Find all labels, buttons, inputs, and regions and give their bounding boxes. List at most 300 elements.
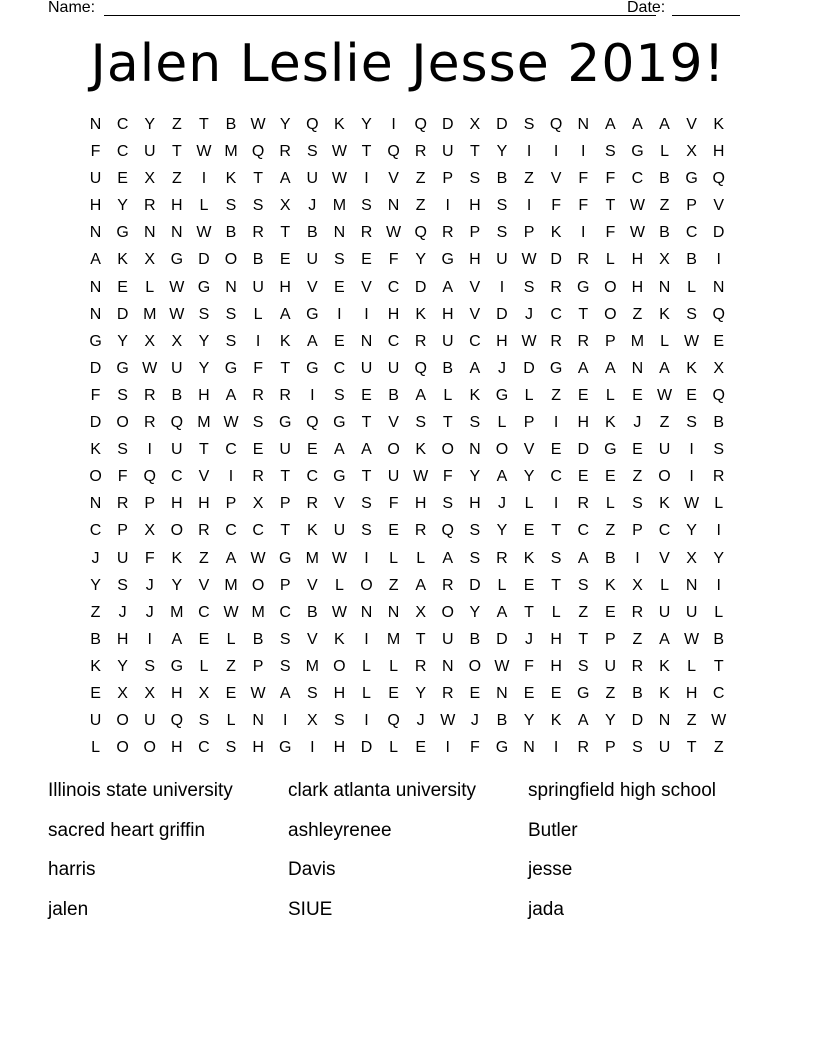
word-list-item: springfield high school — [528, 780, 717, 801]
grid-letter: D — [550, 251, 562, 269]
grid-letter: S — [225, 305, 237, 323]
grid-letter: P — [469, 224, 481, 242]
grid-letter: L — [524, 495, 534, 513]
grid-letter: V — [469, 278, 481, 296]
grid-letter: V — [550, 170, 562, 188]
grid-letter: H — [712, 143, 725, 161]
grid-letter: L — [362, 684, 371, 702]
puzzle-title: Jalen Leslie Jesse 2019! — [90, 34, 726, 94]
grid-letter: W — [521, 332, 537, 350]
grid-letter: C — [577, 522, 590, 540]
grid-letter: U — [171, 441, 183, 459]
grid-letter: W — [196, 143, 212, 161]
grid-letter: Q — [387, 143, 400, 161]
grid-letter: U — [658, 603, 671, 621]
grid-letter: H — [685, 684, 698, 702]
grid-letter: H — [171, 739, 183, 757]
grid-letter: I — [689, 441, 694, 459]
grid-letter: N — [360, 603, 373, 621]
grid-letter: P — [604, 630, 616, 648]
grid-letter: X — [144, 170, 156, 188]
grid-letter: H — [198, 386, 210, 404]
grid-letter: T — [415, 630, 426, 648]
grid-letter: C — [550, 305, 562, 323]
grid-letter: O — [441, 603, 454, 621]
grid-letter: A — [442, 549, 454, 567]
grid-letter: C — [333, 359, 346, 377]
grid-letter: I — [445, 739, 450, 757]
grid-letter: T — [686, 739, 697, 757]
grid-letter: L — [687, 278, 697, 296]
grid-letter: Q — [712, 170, 725, 188]
grid-letter: S — [252, 197, 264, 215]
grid-letter: U — [89, 712, 102, 730]
grid-letter: Z — [226, 657, 236, 675]
grid-letter: G — [116, 224, 129, 242]
grid-letter: L — [389, 549, 399, 567]
grid-letter: H — [89, 197, 102, 215]
word-list-item: Davis — [288, 859, 336, 881]
grid-letter: H — [577, 414, 590, 432]
grid-letter: E — [225, 684, 237, 702]
grid-letter: Z — [659, 197, 670, 215]
grid-letter: W — [413, 468, 429, 486]
grid-letter: C — [171, 468, 183, 486]
grid-letter: J — [497, 359, 506, 377]
grid-letter: S — [469, 414, 481, 432]
grid-letter: C — [469, 332, 481, 350]
grid-letter: U — [387, 359, 400, 377]
grid-letter: S — [577, 576, 589, 594]
grid-letter: W — [223, 603, 239, 621]
grid-letter: Q — [414, 224, 427, 242]
grid-letter: K — [659, 305, 670, 323]
grid-letter: K — [523, 549, 535, 567]
grid-letter: S — [361, 197, 372, 215]
grid-letter: S — [577, 657, 589, 675]
grid-letter: N — [143, 224, 156, 242]
grid-letter: A — [334, 441, 345, 459]
grid-letter: S — [306, 143, 318, 161]
grid-letter: A — [604, 359, 616, 377]
grid-letter: Y — [469, 468, 481, 486]
grid-letter: S — [523, 116, 535, 133]
grid-letter: S — [117, 576, 128, 594]
grid-letter: O — [604, 278, 617, 296]
grid-letter: Z — [632, 630, 643, 648]
grid-letter: S — [306, 684, 318, 702]
grid-letter: R — [279, 143, 291, 161]
grid-letter: Z — [632, 305, 643, 323]
grid-letter: L — [551, 603, 561, 621]
grid-letter: W — [331, 143, 347, 161]
grid-letter: A — [306, 332, 318, 350]
grid-letter: F — [605, 170, 616, 188]
grid-letter: W — [684, 630, 700, 648]
grid-letter: G — [631, 143, 644, 161]
grid-letter: D — [496, 305, 508, 323]
grid-letter: O — [116, 712, 129, 730]
grid-letter: M — [224, 576, 238, 594]
grid-letter: Z — [199, 549, 209, 567]
grid-letter: W — [331, 170, 347, 188]
grid-letter: F — [442, 468, 453, 486]
grid-letter: Y — [604, 712, 616, 730]
grid-letter: Z — [713, 739, 724, 757]
grid-letter: Y — [496, 522, 508, 540]
grid-letter: L — [362, 657, 371, 675]
grid-letter: R — [577, 332, 590, 350]
grid-letter: D — [712, 224, 725, 242]
grid-letter: E — [523, 576, 535, 594]
grid-letter: W — [386, 224, 402, 242]
grid-letter: X — [144, 332, 156, 350]
grid-letter: K — [279, 332, 291, 350]
grid-letter: J — [145, 576, 154, 594]
grid-letter: G — [306, 359, 319, 377]
grid-letter: R — [252, 468, 264, 486]
grid-letter: N — [225, 278, 237, 296]
grid-letter: E — [550, 684, 562, 702]
grid-letter: U — [441, 143, 454, 161]
grid-letter: C — [387, 278, 400, 296]
grid-letter: S — [496, 197, 508, 215]
grid-letter: T — [361, 414, 372, 432]
grid-letter: E — [469, 684, 481, 702]
grid-letter: G — [278, 549, 292, 567]
grid-letter: L — [497, 414, 507, 432]
grid-letter: I — [581, 224, 586, 242]
grid-letter: I — [526, 143, 532, 161]
grid-letter: X — [171, 332, 183, 350]
grid-letter: M — [386, 630, 401, 648]
name-label: Name: — [48, 0, 96, 16]
grid-letter: J — [497, 495, 506, 513]
grid-letter: I — [364, 305, 369, 323]
grid-letter: A — [415, 576, 426, 594]
grid-letter: W — [521, 251, 537, 269]
grid-letter: I — [147, 441, 152, 459]
grid-letter: L — [605, 495, 615, 513]
grid-letter: G — [495, 386, 509, 404]
grid-letter: Z — [171, 116, 182, 133]
grid-letter: I — [364, 170, 369, 188]
grid-letter: H — [171, 684, 183, 702]
grid-letter: T — [253, 170, 263, 188]
grid-letter: H — [631, 251, 644, 269]
grid-letter: L — [389, 657, 399, 675]
grid-letter: D — [523, 359, 535, 377]
grid-letter: B — [171, 386, 183, 404]
grid-letter: L — [605, 251, 615, 269]
grid-letter: H — [116, 630, 129, 648]
grid-letter: I — [553, 495, 559, 513]
grid-letter: N — [171, 224, 183, 242]
grid-letter: T — [551, 522, 562, 540]
grid-letter: B — [469, 630, 481, 648]
grid-letter: T — [361, 468, 372, 486]
grid-letter: B — [252, 630, 264, 648]
grid-letter: R — [414, 332, 427, 350]
grid-letter: S — [334, 712, 345, 730]
grid-letter: B — [306, 603, 318, 621]
grid-letter: L — [687, 657, 697, 675]
grid-letter: R — [550, 278, 562, 296]
grid-letter: S — [469, 522, 481, 540]
grid-letter: Q — [441, 522, 454, 540]
grid-letter: O — [441, 441, 454, 459]
grid-letter: Y — [117, 332, 128, 350]
grid-letter: R — [496, 549, 508, 567]
grid-letter: K — [550, 712, 562, 730]
grid-letter: W — [494, 657, 510, 675]
grid-letter: E — [117, 278, 128, 296]
word-list-item: ashleyrenee — [288, 819, 392, 841]
grid-letter: K — [659, 495, 670, 513]
grid-letter: C — [225, 441, 237, 459]
grid-letter: I — [364, 549, 369, 567]
grid-letter: T — [469, 143, 480, 161]
grid-letter: I — [445, 197, 450, 215]
grid-letter: A — [659, 359, 670, 377]
grid-letter: Z — [90, 603, 101, 621]
grid-letter: P — [523, 414, 535, 432]
grid-letter: K — [604, 414, 616, 432]
grid-letter: A — [279, 684, 291, 702]
grid-letter: S — [415, 414, 426, 432]
grid-letter: H — [279, 278, 291, 296]
grid-letter: W — [684, 332, 700, 350]
grid-letter: M — [305, 657, 319, 675]
grid-letter: O — [387, 441, 400, 459]
grid-letter: S — [279, 657, 291, 675]
grid-letter: O — [116, 414, 129, 432]
grid-letter: S — [117, 386, 128, 404]
grid-letter: P — [279, 495, 291, 513]
grid-letter: D — [360, 739, 373, 757]
grid-letter: Q — [414, 116, 427, 133]
grid-letter: W — [250, 549, 266, 567]
grid-letter: B — [225, 116, 237, 133]
grid-letter: S — [442, 495, 454, 513]
grid-letter: I — [282, 712, 288, 730]
grid-letter: X — [415, 603, 426, 621]
grid-letter: P — [252, 657, 264, 675]
grid-letter: E — [388, 684, 399, 702]
grid-letter: U — [306, 170, 319, 188]
grid-letter: E — [252, 441, 264, 459]
grid-letter: Y — [361, 116, 372, 133]
grid-letter: P — [632, 522, 643, 540]
grid-letter: F — [388, 495, 399, 513]
grid-letter: D — [441, 116, 454, 133]
grid-letter: L — [714, 495, 724, 513]
grid-letter: C — [387, 332, 400, 350]
grid-letter: G — [577, 684, 590, 702]
grid-letter: Y — [117, 657, 128, 675]
grid-letter: I — [553, 143, 559, 161]
grid-letter: K — [334, 630, 345, 648]
grid-letter: X — [306, 712, 318, 730]
grid-letter: K — [90, 441, 101, 459]
grid-letter: F — [117, 468, 128, 486]
grid-letter: H — [171, 495, 183, 513]
grid-letter: B — [496, 170, 508, 188]
grid-letter: G — [333, 414, 346, 432]
grid-letter: G — [170, 251, 184, 269]
grid-letter: M — [332, 197, 347, 215]
grid-letter: A — [632, 116, 643, 133]
grid-letter: X — [117, 684, 128, 702]
grid-letter: Q — [712, 386, 725, 404]
grid-letter: N — [89, 116, 102, 133]
grid-letter: K — [225, 170, 237, 188]
grid-letter: O — [251, 576, 265, 594]
grid-letter: R — [550, 332, 562, 350]
grid-letter: V — [388, 414, 399, 432]
grid-letter: G — [577, 278, 590, 296]
grid-letter: W — [250, 116, 266, 133]
grid-letter: F — [144, 549, 155, 567]
grid-letter: K — [604, 576, 616, 594]
grid-letter: S — [117, 441, 128, 459]
grid-letter: Y — [523, 712, 535, 730]
grid-letter: N — [441, 657, 454, 675]
grid-letter: Q — [387, 712, 400, 730]
grid-letter: J — [145, 603, 154, 621]
grid-letter: Q — [712, 305, 725, 323]
grid-letter: A — [577, 549, 589, 567]
letter-grid — [82, 111, 732, 761]
grid-letter: X — [144, 684, 156, 702]
grid-letter: R — [279, 386, 291, 404]
grid-letter: T — [280, 468, 291, 486]
grid-letter: P — [225, 495, 237, 513]
grid-letter: N — [658, 278, 671, 296]
grid-letter: U — [252, 278, 264, 296]
grid-letter: Y — [713, 549, 725, 567]
grid-letter: G — [604, 441, 617, 459]
grid-letter: N — [496, 684, 508, 702]
grid-letter: Z — [388, 576, 399, 594]
grid-letter: V — [686, 116, 697, 133]
grid-letter: Y — [496, 143, 508, 161]
grid-letter: N — [89, 278, 102, 296]
grid-letter: O — [658, 468, 671, 486]
grid-letter: N — [577, 116, 590, 133]
grid-letter: H — [333, 684, 346, 702]
grid-letter: L — [660, 576, 669, 594]
grid-letter: J — [470, 712, 479, 730]
grid-letter: X — [144, 522, 156, 540]
grid-letter: S — [469, 170, 481, 188]
word-list-item: clark atlanta university — [288, 780, 476, 801]
grid-letter: I — [201, 170, 207, 188]
grid-letter: O — [495, 441, 509, 459]
grid-letter: N — [712, 278, 725, 296]
grid-letter: U — [89, 170, 102, 188]
grid-letter: F — [551, 197, 562, 215]
grid-letter: W — [711, 712, 727, 730]
grid-letter: U — [496, 251, 508, 269]
grid-letter: K — [415, 305, 426, 323]
grid-letter: T — [551, 576, 562, 594]
grid-letter: M — [630, 332, 645, 350]
grid-letter: C — [89, 522, 102, 540]
grid-letter: C — [198, 603, 210, 621]
grid-letter: T — [280, 224, 291, 242]
grid-letter: R — [712, 468, 725, 486]
grid-letter: Q — [414, 359, 427, 377]
grid-letter: F — [90, 386, 101, 404]
grid-letter: B — [713, 414, 725, 432]
grid-letter: V — [198, 468, 210, 486]
grid-letter: N — [89, 495, 102, 513]
grid-letter: Y — [415, 251, 426, 269]
grid-letter: N — [658, 712, 671, 730]
grid-letter: H — [550, 630, 562, 648]
grid-letter: U — [604, 657, 617, 675]
grid-letter: X — [659, 251, 670, 269]
grid-letter: A — [279, 170, 291, 188]
grid-letter: S — [144, 657, 156, 675]
word-list-item: jada — [528, 899, 564, 921]
grid-letter: Y — [279, 116, 291, 133]
grid-letter: Z — [659, 414, 670, 432]
word-list — [48, 778, 768, 937]
grid-letter: Z — [578, 603, 589, 621]
grid-letter: U — [143, 712, 156, 730]
grid-letter: P — [117, 522, 128, 540]
grid-letter: X — [713, 359, 725, 377]
grid-letter: W — [142, 359, 158, 377]
grid-letter: A — [279, 305, 291, 323]
grid-letter: H — [387, 305, 400, 323]
word-list-item: harris — [48, 859, 96, 881]
grid-letter: Y — [198, 359, 210, 377]
grid-letter: S — [632, 739, 643, 757]
grid-letter: T — [199, 116, 209, 133]
grid-letter: V — [198, 576, 210, 594]
word-list-item: sacred heart griffin — [48, 819, 206, 841]
grid-letter: R — [252, 386, 264, 404]
grid-letter: K — [90, 657, 101, 675]
grid-letter: S — [632, 495, 643, 513]
grid-letter: G — [549, 359, 563, 377]
grid-letter: S — [361, 522, 372, 540]
grid-letter: Q — [170, 712, 184, 730]
grid-letter: X — [469, 116, 481, 133]
word-list-item: Illinois state university — [48, 780, 233, 801]
grid-letter: H — [441, 305, 454, 323]
grid-letter: I — [391, 116, 396, 133]
grid-letter: L — [226, 712, 236, 730]
grid-letter: H — [333, 739, 346, 757]
grid-letter: E — [117, 170, 128, 188]
grid-letter: L — [91, 739, 100, 757]
grid-letter: Z — [524, 170, 534, 188]
grid-letter: L — [334, 576, 344, 594]
grid-letter: T — [280, 522, 291, 540]
grid-letter: G — [197, 278, 211, 296]
grid-letter: E — [523, 522, 535, 540]
grid-letter: E — [388, 522, 399, 540]
grid-letter: A — [171, 630, 183, 648]
grid-letter: J — [525, 630, 534, 648]
grid-letter: E — [550, 441, 562, 459]
grid-letter: A — [225, 549, 237, 567]
grid-letter: S — [252, 414, 264, 432]
